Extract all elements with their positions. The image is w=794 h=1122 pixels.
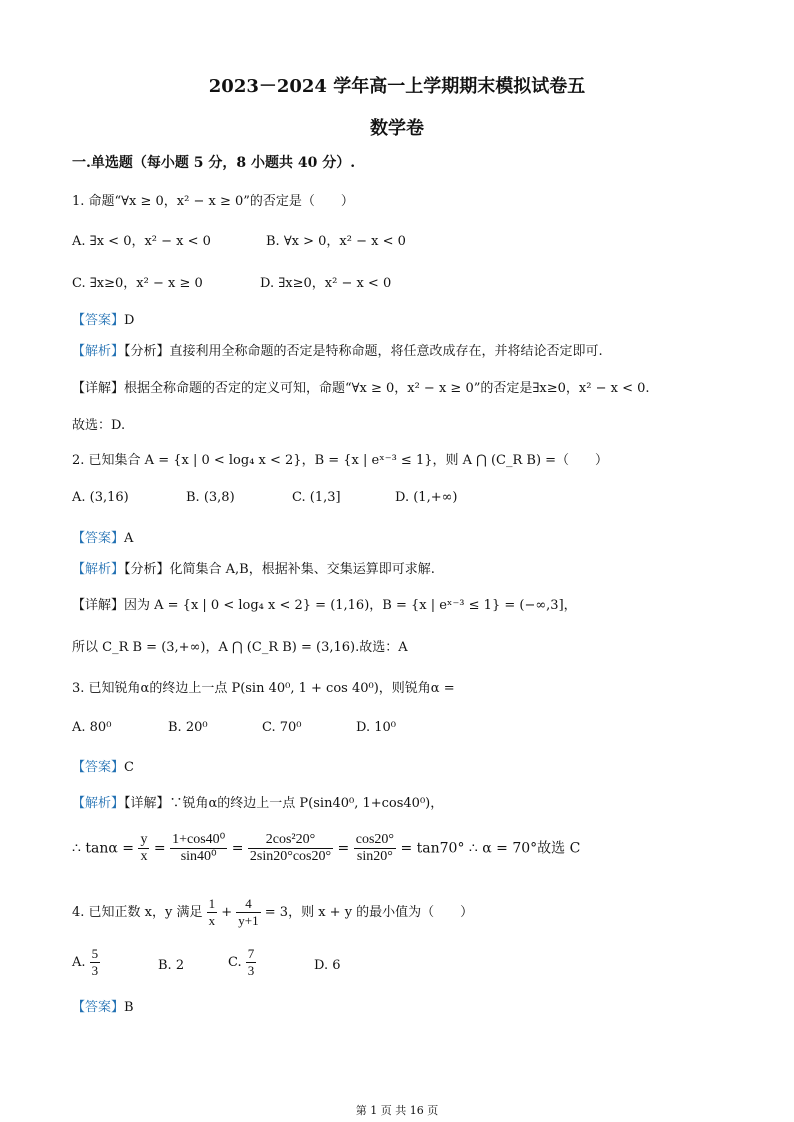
- q1-analysis: [72, 340, 603, 359]
- q2-option-a: A. (3,16): [72, 490, 129, 505]
- q3-option-a: A. 80⁰: [72, 720, 112, 735]
- answer-tag: 【答案】: [72, 760, 125, 775]
- q1-option-b: B. ∀x > 0，x² − x < 0: [266, 234, 406, 249]
- q3-option-d: D. 10⁰: [356, 720, 396, 735]
- q4-option-c-fraction: $\frac{7}{3}$: [247, 946, 255, 978]
- q4-option-b: B. 2: [158, 958, 185, 973]
- q2-option-d: D. (1,+∞): [395, 490, 458, 505]
- q2-analysis: [72, 558, 435, 577]
- q4-answer: [72, 996, 134, 1015]
- analysis-tag: 【解析】: [72, 796, 125, 811]
- q2-answer: [72, 527, 133, 546]
- q4-option-d: D. 6: [314, 958, 341, 973]
- q4-answer-value: B: [124, 1000, 134, 1015]
- answer-tag: 【答案】: [72, 531, 125, 546]
- q2-answer-value: A: [124, 531, 134, 546]
- q3-detail: 【详解】∵锐角α的终边上一点 P(sin40⁰, 1+cos40⁰)，: [124, 796, 444, 811]
- q1-conclusion: 故选：D.: [72, 418, 126, 433]
- q3-answer: [72, 756, 134, 775]
- q3-option-c: C. 70⁰: [262, 720, 302, 735]
- q3-formula: ∴ tanα = $\frac{y}{x}$ = $\frac{\text{1+cos40⁰}}{\text{sin40⁰}}$ = $\frac{\text{2cos²20°}}{2\sin 20^\circ\cos 20^\circ}$ = $\frac{\cos 20^\circ}{\sin 20^\circ}$ = tan70° ∴ α = 70°故选 C: [72, 832, 581, 864]
- page-title: 2023－2024 学年高一上学期期末模拟试卷五: [208, 76, 586, 97]
- q4-option-c: C. $\frac{7}{3}$: [228, 946, 255, 978]
- q4-stem: 4. 已知正数 x，y 满足 $\frac{1}{x}$ + $\frac{4}{y+1}$ = 3，则 x + y 的最小值为（ ）: [72, 896, 474, 928]
- page-subtitle: 数学卷: [370, 118, 424, 139]
- analysis-tag: 【解析】: [72, 344, 125, 359]
- q2-analysis-text: 【分析】化简集合 A,B，根据补集、交集运算即可求解.: [124, 562, 435, 577]
- q3-stem: 3. 已知锐角α的终边上一点 P(sin 40⁰, 1 + cos 40⁰)，则锐角α =: [72, 681, 455, 696]
- q4-stem-pre: 4. 已知正数 x，y 满足: [72, 905, 203, 920]
- q1-option-a: A. ∃x < 0，x² − x < 0: [72, 234, 211, 249]
- q3-fraction-4: $\frac{\cos 20^\circ}{\sin 20^\circ}$: [355, 832, 394, 864]
- q1-detail: 【详解】根据全称命题的否定的定义可知，命题“∀x ≥ 0，x² − x ≥ 0”的否定是∃x≥0，x² − x < 0.: [72, 381, 650, 396]
- q2-detail: 【详解】因为 A = {x | 0 < log₄ x < 2} = (1,16)，B = {x | eˣ⁻³ ≤ 1} = (−∞,3]，: [72, 598, 577, 613]
- q4-option-a: A. $\frac{5}{3}$: [72, 946, 99, 978]
- q3-formula-lead: ∴ tanα =: [72, 840, 134, 857]
- q4-fraction-2: $\frac{4}{y+1}$: [238, 896, 259, 928]
- q3-answer-value: C: [124, 760, 134, 775]
- q1-analysis-text: 【分析】直接利用全称命题的否定是特称命题，将任意改成存在，并将结论否定即可.: [124, 344, 603, 359]
- q1-option-c: C. ∃x≥0，x² − x ≥ 0: [72, 276, 203, 291]
- q3-option-b: B. 20⁰: [168, 720, 208, 735]
- q1-answer-value: D: [124, 313, 135, 328]
- answer-tag: 【答案】: [72, 1000, 125, 1015]
- q3-formula-tail: = tan70° ∴ α = 70°故选 C: [400, 840, 581, 857]
- q2-conclusion: 所以 C_R B = (3,+∞)，A ⋂ (C_R B) = (3,16).故选：A: [72, 640, 408, 655]
- analysis-tag: 【解析】: [72, 562, 125, 577]
- q3-fraction-2: $\frac{\text{1+cos40⁰}}{\text{sin40⁰}}$: [172, 832, 226, 864]
- q1-answer: [72, 309, 134, 328]
- answer-tag: 【答案】: [72, 313, 125, 328]
- section-heading: 一.单选题（每小题 5 分，8 小题共 40 分）.: [72, 155, 356, 171]
- q4-stem-post: = 3，则 x + y 的最小值为（ ）: [264, 905, 474, 920]
- q3-fraction-1: $\frac{y}{x}$: [140, 832, 148, 864]
- q1-stem: 1. 命题“∀x ≥ 0，x² − x ≥ 0”的否定是（ ）: [72, 194, 354, 209]
- q2-option-b: B. (3,8): [186, 490, 235, 505]
- q2-stem: 2. 已知集合 A = {x | 0 < log₄ x < 2}，B = {x | eˣ⁻³ ≤ 1}，则 A ⋂ (C_R B) =（ ）: [72, 453, 609, 468]
- q4-fraction-1: $\frac{1}{x}$: [208, 896, 216, 928]
- q3-fraction-3: $\frac{\text{2cos²20°}}{2\sin 20^\circ\cos 20^\circ}$: [249, 832, 332, 864]
- q1-option-d: D. ∃x≥0，x² − x < 0: [260, 276, 392, 291]
- page-footer: 第 1 页 共 16 页: [355, 1104, 439, 1117]
- q4-option-a-fraction: $\frac{5}{3}$: [91, 946, 99, 978]
- q3-detail-line: [72, 792, 443, 811]
- q2-option-c: C. (1,3]: [292, 490, 341, 505]
